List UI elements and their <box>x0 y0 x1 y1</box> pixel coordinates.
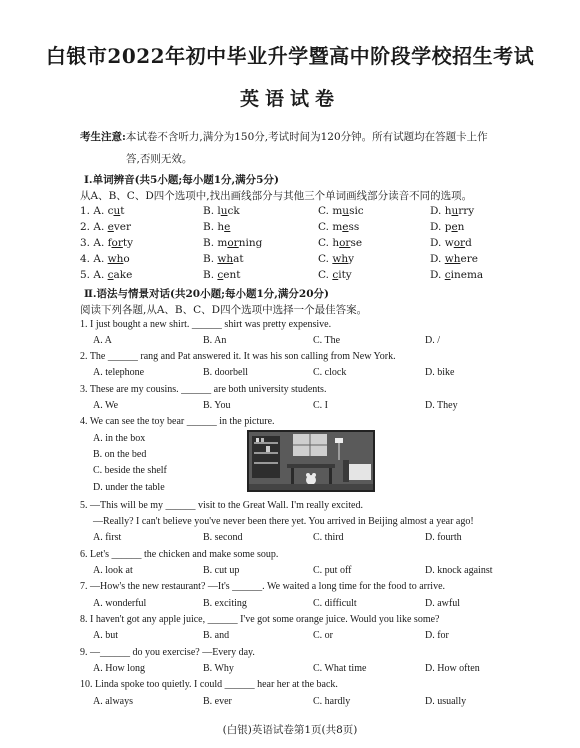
s1-q3-b: B. morning <box>203 237 263 249</box>
q1-option-a: A. A <box>93 335 112 346</box>
s1-q5-d: D. cinema <box>430 269 484 281</box>
q7-option-c: C. difficult <box>313 598 357 609</box>
q1-option-d: D. / <box>425 335 440 346</box>
q7-option-d: D. awful <box>425 598 460 609</box>
q9-option-a: A. How long <box>93 663 145 674</box>
notice-line1: 本试卷不含听力,满分为150分,考试时间为120分钟。所有试题均在答题卡上作 <box>125 131 488 143</box>
q1-option-b: B. An <box>203 335 227 346</box>
question-3-stem: 3. These are my cousins. ______ are both university students. <box>80 384 327 395</box>
q3-option-b: B. You <box>203 400 231 411</box>
s1-q4-c: C. why <box>318 253 355 265</box>
question-1-stem: 1. I just bought a new shirt. ______ shirt was pretty expensive. <box>80 319 332 330</box>
section2-instruction: 阅读下列各题,从A、B、C、D四个选项中选择一个最佳答案。 <box>80 304 368 316</box>
q8-option-a: A. but <box>93 630 118 641</box>
s1-q5-b: B. cent <box>203 269 241 281</box>
q2-option-d: D. bike <box>425 367 455 378</box>
section2-heading: Ⅱ.语法与情景对话(共20小题;每小题1分,满分20分) <box>84 288 330 300</box>
q6-option-d: D. knock against <box>425 565 493 576</box>
s1-q4-d: D. where <box>430 253 478 265</box>
notice-line2: 答,否则无效。 <box>126 153 193 165</box>
q10-option-b: B. ever <box>203 696 232 707</box>
q4-option-a: A. in the box <box>93 433 146 444</box>
q4-option-b: B. on the bed <box>93 449 147 460</box>
question-6-stem: 6. Let's ______ the chicken and make some soup. <box>80 549 279 560</box>
s1-q4-a: 4. A. who <box>80 253 130 265</box>
s1-q3-a: 3. A. forty <box>80 237 133 249</box>
q5-option-d: D. fourth <box>425 532 462 543</box>
s1-q2-c: C. mess <box>318 221 360 233</box>
question-5-stem: 5. —This will be my ______ visit to the Great Wall. I'm really excited. <box>80 500 363 511</box>
s1-q2-b: B. he <box>203 221 231 233</box>
q10-option-d: D. usually <box>425 696 467 707</box>
q9-option-d: D. How often <box>425 663 480 674</box>
s1-q1-c: C. music <box>318 205 364 217</box>
q4-option-d: D. under the table <box>93 482 165 493</box>
q7-option-b: B. exciting <box>203 598 247 609</box>
q6-option-a: A. look at <box>93 565 133 576</box>
s1-q1-a: 1. A. cut <box>80 205 125 217</box>
s1-q5-a: 5. A. cake <box>80 269 133 281</box>
s1-q4-b: B. what <box>203 253 244 265</box>
q5-option-c: C. third <box>313 532 344 543</box>
q6-option-b: B. cut up <box>203 565 240 576</box>
q10-option-a: A. always <box>93 696 133 707</box>
question-2-stem: 2. The ______ rang and Pat answered it. It was his son calling from New York. <box>80 351 396 362</box>
question-10-stem: 10. Linda spoke too quietly. I could ______ hear her at the back. <box>80 679 338 690</box>
s1-q2-d: D. pen <box>430 221 465 233</box>
q6-option-c: C. put off <box>313 565 352 576</box>
exam-subtitle: 英语试卷 <box>239 88 340 110</box>
q3-option-d: D. They <box>425 400 458 411</box>
q2-option-a: A. telephone <box>93 367 145 378</box>
q8-option-b: B. and <box>203 630 230 641</box>
s1-q5-c: C. city <box>318 269 352 281</box>
q9-option-c: C. What time <box>313 663 367 674</box>
s1-q3-d: D. word <box>430 237 472 249</box>
section1-heading: Ⅰ.单词辨音(共5小题;每小题1分,满分5分) <box>84 174 279 186</box>
question-9-stem: 9. —______ do you exercise? —Every day. <box>80 647 255 658</box>
question-7-stem: 7. —How's the new restaurant? —It's ______. We waited a long time for the food to arrive. <box>80 581 446 592</box>
question-8-stem: 8. I haven't got any apple juice, ______ I've got some orange juice. Would you like some? <box>80 614 440 625</box>
q5-option-b: B. second <box>203 532 243 543</box>
q2-option-b: B. doorbell <box>203 367 248 378</box>
q1-option-c: C. The <box>313 335 341 346</box>
table-shape <box>287 464 335 468</box>
q3-option-a: A. We <box>93 400 119 411</box>
page-footer: (白银)英语试卷第1页(共8页) <box>222 724 358 736</box>
question-4-stem: 4. We can see the toy bear ______ in the picture. <box>80 416 275 427</box>
room-illustration <box>247 430 375 492</box>
q3-option-c: C. I <box>313 400 328 411</box>
q4-option-c: C. beside the shelf <box>93 465 167 476</box>
s1-q1-b: B. luck <box>203 205 240 217</box>
s1-q3-c: C. horse <box>318 237 363 249</box>
q9-option-b: B. Why <box>203 663 234 674</box>
q7-option-a: A. wonderful <box>93 598 147 609</box>
s1-q2-a: 2. A. ever <box>80 221 132 233</box>
q10-option-c: C. hardly <box>313 696 351 707</box>
s1-q1-d: D. hurry <box>430 205 475 217</box>
q5-option-a: A. first <box>93 532 122 543</box>
q8-option-c: C. or <box>313 630 333 641</box>
candidate-notice <box>80 126 550 170</box>
section1-instruction: 从A、B、C、D四个选项中,找出画线部分与其他三个单词画线部分读音不同的选项。 <box>80 190 473 202</box>
q8-option-d: D. for <box>425 630 449 641</box>
exam-title: 白银市2022年初中毕业升学暨高中阶段学校招生考试 <box>45 44 535 68</box>
question-5-stem-line2: —Really? I can't believe you've never been there yet. You arrived in Beijing almost a year ago! <box>93 516 474 527</box>
q2-option-c: C. clock <box>313 367 347 378</box>
notice-label: 考生注意: <box>80 131 126 143</box>
